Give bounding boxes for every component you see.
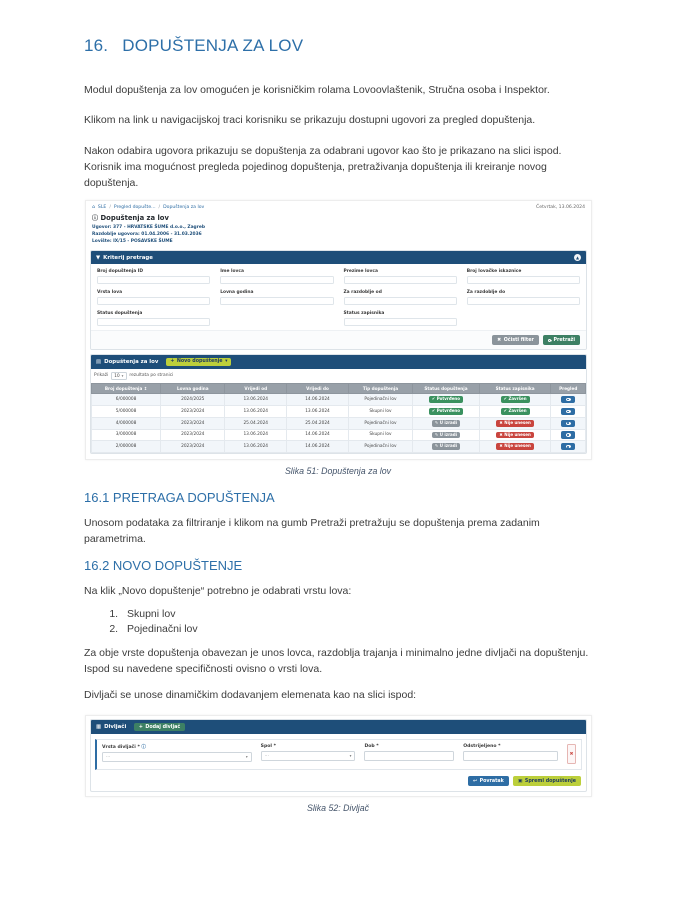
- filter-field-input[interactable]: [467, 297, 580, 306]
- section-number: 16.: [84, 36, 109, 55]
- page-size-control: Prikaži 10 ▾ rezultata po stranici: [94, 373, 174, 379]
- cell-do: 13.06.2024: [287, 406, 349, 418]
- eye-icon: [566, 410, 571, 413]
- cell-broj: 4/000008: [92, 417, 161, 429]
- cell-od: 13.06.2024: [225, 441, 287, 453]
- info-icon: ⓘ: [92, 215, 99, 223]
- cell-pregled: [551, 394, 586, 406]
- screenshot-divljac: [85, 715, 592, 797]
- cell-zapisnik: [479, 429, 551, 441]
- figure-caption: Slika 52: Divljač: [306, 802, 370, 813]
- app-topbar: [90, 204, 587, 213]
- divljac-field: [364, 744, 454, 761]
- filter-field: [467, 311, 580, 326]
- paragraph: Za obje vrste dopuštenja obavezan je unos lovca, razdoblja trajanja i minimalno jedne divljači na dopuštenju. Ispod su navedene specifičnosti ovisno o vrsti lova.: [84, 646, 589, 676]
- cell-zapisnik: [479, 441, 551, 453]
- cell-broj: 5/000008: [92, 406, 161, 418]
- search-icon: [548, 339, 551, 342]
- view-permit-button[interactable]: [561, 396, 575, 403]
- column-header[interactable]: Status dopuštenja: [413, 383, 480, 393]
- column-header[interactable]: Vrijedi do: [287, 383, 349, 393]
- screenshot-dopustenja: [85, 200, 592, 460]
- view-permit-button[interactable]: [561, 443, 575, 450]
- cell-pregled: [551, 406, 586, 418]
- permits-table: [91, 383, 586, 453]
- table-row: [92, 417, 586, 429]
- chevron-down-icon: ▾: [225, 359, 228, 365]
- permits-panel-header: ▤ Dopuštenja za lov + Novo dopuštenje ▾: [91, 355, 586, 369]
- search-button[interactable]: Pretraži: [543, 335, 580, 344]
- add-divljac-button[interactable]: + Dodaj divljač: [134, 723, 184, 732]
- figure-caption: Slika 51: Dopuštenja za lov: [284, 466, 392, 477]
- filter-field-label: Ime lovca: [220, 269, 244, 275]
- filter-field-label: Broj dopuštenja ID: [97, 269, 144, 275]
- table-row: [92, 429, 586, 441]
- filter-icon: ▼: [96, 254, 101, 261]
- divljac-field: [463, 744, 558, 761]
- cell-pregled: [551, 417, 586, 429]
- cell-tip: Skupni lov: [348, 406, 412, 418]
- clear-icon: ✖: [497, 337, 502, 343]
- badge-icon: ✔: [431, 396, 436, 402]
- cell-zapisnik: [479, 406, 551, 418]
- cell-broj: 6/000008: [92, 394, 161, 406]
- cell-do: 14.06.2024: [287, 429, 349, 441]
- paragraph: Divljači se unose dinamičkim dodavanjem elemenata kao na slici ispod:: [84, 689, 417, 702]
- badge-label: U izradi: [439, 431, 457, 437]
- cell-od: 13.06.2024: [225, 406, 287, 418]
- hunt-type-list: [121, 608, 592, 635]
- divljac-field-label: Odstrijeljeno *: [463, 744, 501, 750]
- cell-do: 14.06.2024: [287, 441, 349, 453]
- badge-icon: ✖: [499, 431, 503, 437]
- status-badge: [496, 443, 533, 450]
- breadcrumb-mid[interactable]: Pregled dopušte...: [113, 205, 156, 211]
- cell-godina: 2023/2024: [161, 406, 225, 418]
- badge-label: Potvrđeno: [436, 407, 461, 413]
- status-badge: [501, 408, 530, 415]
- divljac-field-label: Dob *: [364, 744, 379, 750]
- cell-do: 25.04.2024: [287, 417, 349, 429]
- status-badge: [429, 396, 463, 403]
- cell-broj: 3/000008: [92, 429, 161, 441]
- filter-field: [344, 311, 457, 326]
- badge-icon: ✖: [499, 419, 503, 425]
- hunting-ground-line: Lovište: IX/15 - POSAVSKE ŠUME: [92, 239, 173, 245]
- table-row: [92, 394, 586, 406]
- filter-field: [97, 269, 210, 284]
- cell-do: 14.06.2024: [287, 394, 349, 406]
- clear-filter-button[interactable]: ✖ Očisti filter: [492, 335, 539, 344]
- field-value: ...: [106, 754, 111, 760]
- filter-field-label: Vrsta lova: [97, 290, 123, 296]
- cell-od: 13.06.2024: [225, 394, 287, 406]
- grid-icon: ▦: [96, 724, 102, 731]
- status-badge: [432, 420, 460, 427]
- filter-panel: [90, 250, 587, 349]
- filter-field-label: Za razdoblje do: [466, 290, 506, 296]
- badge-label: Nije unesen: [504, 431, 531, 437]
- paragraph: Nakon odabira ugovora prikazuju se dopuštenja za odabrani ugovor kao što je prikazano na slici ispod. Korisnik ima mogućnost pregleda pojedinog dopuštenja, pretraživanja dopuštenja ili kreiranje novog dopuštenja.: [84, 144, 562, 190]
- filter-field: [344, 290, 457, 305]
- eye-icon: [566, 433, 571, 436]
- eye-icon: [566, 445, 571, 448]
- back-icon: ↩: [473, 778, 478, 784]
- badge-label: Završen: [508, 396, 527, 402]
- home-icon: ⌂: [92, 205, 95, 211]
- filter-field: [97, 290, 210, 305]
- status-badge: [496, 420, 533, 427]
- filter-field: [220, 290, 333, 305]
- badge-icon: ✔: [503, 396, 507, 402]
- filter-field-label: Prezime lovca: [343, 269, 378, 275]
- cell-godina: 2023/2024: [161, 429, 225, 441]
- permits-table-body: [92, 394, 586, 453]
- divljac-field-label: Spol *: [260, 744, 276, 750]
- app-title: ⓘ Dopuštenja za lov: [92, 213, 169, 223]
- table-row: [92, 406, 586, 418]
- breadcrumb-current: Dopuštenja za lov: [163, 205, 205, 211]
- cell-tip: Pojedinačni lov: [348, 417, 412, 429]
- permits-panel: [90, 354, 587, 454]
- paragraph: Na klik „Novo dopuštenje“ potrebno je odabrati vrstu lova:: [84, 584, 352, 597]
- list-item: 2. Pojedinačni lov: [121, 623, 592, 635]
- badge-icon: ✎: [434, 431, 439, 437]
- save-permit-button[interactable]: ▣ Spremi dopuštenje: [513, 776, 581, 785]
- filter-field-label: Lovna godina: [220, 290, 254, 296]
- cell-zapisnik: [479, 417, 551, 429]
- sort-icon[interactable]: ↕: [142, 386, 148, 392]
- subsection-heading: 16.2 NOVO DOPUŠTENJE: [84, 557, 243, 573]
- divljac-row: [95, 739, 582, 770]
- contract-line: Ugovor: 377 - HRVATSKE ŠUME d.o.o., Zagreb: [92, 225, 205, 231]
- badge-icon: ✎: [434, 419, 439, 425]
- cell-tip: Pojedinačni lov: [348, 394, 412, 406]
- cell-godina: 2023/2024: [161, 441, 225, 453]
- badge-label: Završen: [508, 407, 527, 413]
- section-title: DOPUŠTENJA ZA LOV: [122, 36, 304, 55]
- column-header[interactable]: Status zapisnika: [479, 383, 551, 393]
- filter-field-input[interactable]: [344, 276, 457, 285]
- list-icon: ▤: [96, 358, 102, 365]
- eye-icon: [566, 398, 571, 401]
- filter-fields: [97, 269, 580, 326]
- filter-field: [467, 269, 580, 284]
- status-badge: [432, 443, 460, 450]
- filter-field: [344, 269, 457, 284]
- badge-icon: ✔: [431, 407, 436, 413]
- current-date: Četvrtak, 13.06.2024: [536, 205, 585, 211]
- filter-field: [220, 311, 333, 326]
- cell-tip: Pojedinačni lov: [348, 441, 412, 453]
- eye-icon: [566, 422, 571, 425]
- delete-row-button[interactable]: ✖: [567, 744, 576, 764]
- filter-field: [220, 269, 333, 284]
- filter-field-input[interactable]: [220, 297, 333, 306]
- chevron-down-icon: ▾: [121, 373, 124, 378]
- view-permit-button[interactable]: [561, 420, 575, 427]
- divljac-input[interactable]: [463, 751, 558, 761]
- filter-field-input[interactable]: [220, 276, 333, 285]
- filter-field-input[interactable]: [344, 318, 457, 327]
- cell-status: [413, 429, 480, 441]
- status-badge: [429, 408, 463, 415]
- view-permit-button[interactable]: [561, 408, 575, 415]
- cell-od: 25.04.2024: [225, 417, 287, 429]
- chevron-down-icon: ▾: [245, 754, 248, 759]
- filter-actions: [91, 330, 586, 348]
- badge-label: U izradi: [439, 443, 457, 449]
- divljac-field: [102, 744, 252, 762]
- plus-icon: +: [170, 359, 175, 365]
- column-header[interactable]: Pregled: [551, 383, 586, 393]
- badge-icon: ✔: [503, 407, 507, 413]
- cell-od: 13.06.2024: [225, 429, 287, 441]
- back-button[interactable]: ↩ Povratak: [468, 776, 509, 785]
- filter-field-label: Status zapisnika: [343, 311, 385, 317]
- field-value: ...: [264, 753, 269, 759]
- status-badge: [501, 396, 530, 403]
- table-row: [92, 441, 586, 453]
- view-permit-button[interactable]: [561, 431, 575, 438]
- divljac-input[interactable]: [364, 751, 454, 761]
- badge-icon: ✖: [499, 443, 503, 449]
- plus-icon: +: [138, 724, 143, 730]
- contract-period-line: Razdoblje ugovora: 01.04.2006 - 31.03.2036: [92, 232, 202, 238]
- filter-panel-header[interactable]: ▼ Kriterij pretrage ▲: [91, 251, 586, 264]
- filter-field-input[interactable]: [97, 297, 210, 306]
- filter-field-input[interactable]: [97, 318, 210, 327]
- divljac-select[interactable]: [261, 751, 356, 761]
- filter-field: [467, 290, 580, 305]
- paragraph: Unosom podataka za filtriranje i klikom na gumb Pretraži pretražuju se dopuštenja prema zadanim parametrima.: [84, 517, 540, 546]
- paragraph: Klikom na link u navigacijskoj traci korisniku se prikazuju dostupni ugovori za pregled dopuštenja.: [84, 114, 536, 127]
- divljac-field-label: Vrsta divljači * ⓘ: [102, 744, 146, 751]
- filter-field-label: Broj lovačke iskaznice: [466, 269, 522, 275]
- breadcrumb-home[interactable]: SLE: [97, 205, 107, 211]
- filter-field-input[interactable]: [344, 297, 457, 306]
- section-heading: [84, 36, 592, 56]
- cell-broj: 2/000008: [92, 441, 161, 453]
- cell-status: [413, 417, 480, 429]
- cell-tip: Skupni lov: [348, 429, 412, 441]
- cell-godina: 2024/2025: [161, 394, 225, 406]
- badge-icon: ✎: [434, 443, 439, 449]
- permits-table-head: [92, 383, 586, 393]
- filter-field-label: Za razdoblje od: [343, 290, 382, 296]
- divljac-actions: [91, 773, 586, 790]
- badge-label: Nije unesen: [504, 419, 531, 425]
- page-size-select[interactable]: 10 ▾: [111, 372, 127, 380]
- breadcrumb[interactable]: ⌂ SLE / Pregled dopušte... / Dopuštenja za lov: [92, 205, 205, 211]
- divljac-select[interactable]: [102, 752, 252, 762]
- badge-label: U izradi: [439, 419, 457, 425]
- divljac-field: [261, 744, 356, 761]
- filter-field-input[interactable]: [467, 276, 580, 285]
- filter-field: [97, 311, 210, 326]
- status-badge: [432, 432, 460, 439]
- cell-pregled: [551, 429, 586, 441]
- cell-godina: 2023/2024: [161, 417, 225, 429]
- status-badge: [496, 432, 533, 439]
- divljac-panel-header: ▦ Divljači + Dodaj divljač: [91, 720, 586, 735]
- list-item: 1. Skupni lov: [121, 608, 592, 620]
- cell-zapisnik: [479, 394, 551, 406]
- filter-field-input[interactable]: [97, 276, 210, 285]
- cell-status: [413, 406, 480, 418]
- chevron-down-icon: ▾: [349, 753, 352, 758]
- cell-status: [413, 394, 480, 406]
- column-header[interactable]: Vrijedi od: [225, 383, 287, 393]
- column-header[interactable]: Broj dopuštenja ↕: [92, 383, 161, 393]
- filter-field-label: Status dopuštenja: [97, 311, 143, 317]
- column-header[interactable]: Tip dopuštenja: [348, 383, 412, 393]
- column-header[interactable]: Lovna godina: [161, 383, 225, 393]
- subsection-heading: 16.1 PRETRAGA DOPUŠTENJA: [84, 490, 275, 506]
- cell-pregled: [551, 441, 586, 453]
- app-header: [90, 213, 587, 249]
- cell-status: [413, 441, 480, 453]
- paragraph: Modul dopuštenja za lov omogućen je korisničkim rolama Lovoovlaštenik, Stručna osoba i Inspektor.: [84, 84, 550, 96]
- save-icon: ▣: [517, 778, 523, 784]
- badge-label: Nije unesen: [504, 443, 531, 449]
- new-permit-button[interactable]: + Novo dopuštenje ▾: [166, 358, 231, 366]
- info-icon: ⓘ: [141, 745, 146, 751]
- badge-label: Potvrđeno: [436, 396, 461, 402]
- collapse-toggle-icon[interactable]: ▲: [575, 255, 580, 261]
